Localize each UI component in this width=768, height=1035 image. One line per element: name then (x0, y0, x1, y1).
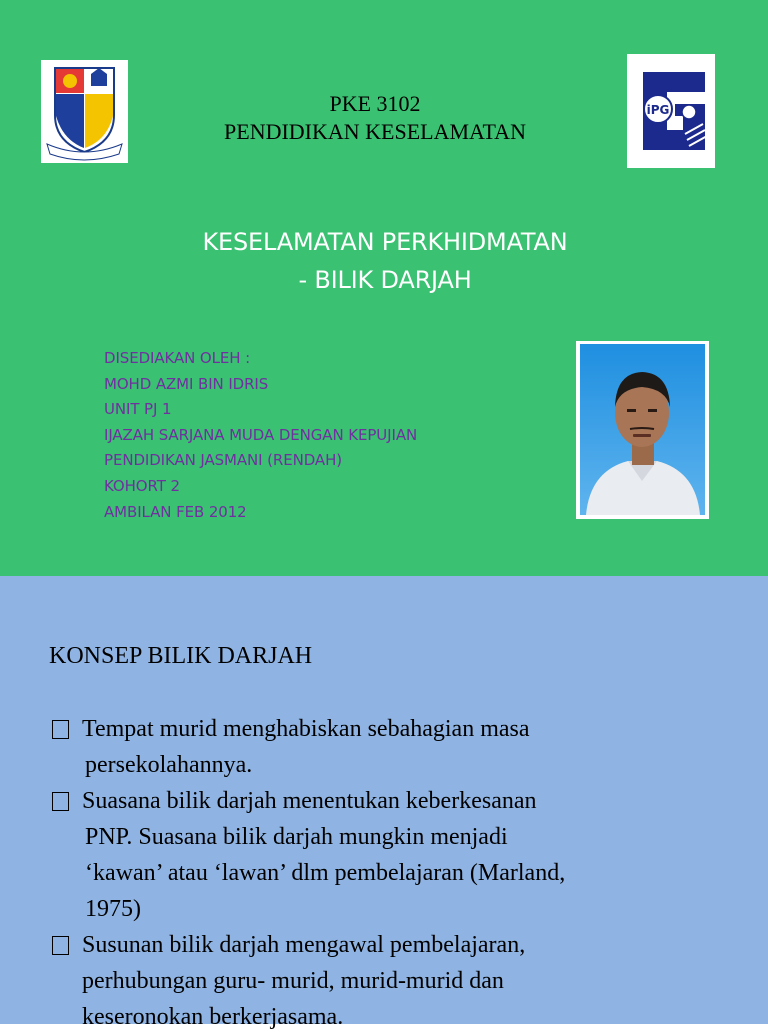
credit-line: UNIT PJ 1 (104, 400, 172, 419)
bullet-item (52, 783, 732, 927)
missing-glyph-box-icon (52, 792, 69, 811)
credit-line: MOHD AZMI BIN IDRIS (104, 374, 269, 393)
bullet-line: 1975) (85, 896, 141, 922)
missing-glyph-box-icon (52, 720, 69, 739)
credit-line: KOHORT 2 (104, 476, 180, 495)
bullet-line: Tempat murid menghabiskan sebahagian masa (82, 716, 530, 742)
bullet-item (52, 927, 732, 1035)
bullet-line: Susunan bilik darjah mengawal pembelajaran, (82, 932, 526, 958)
credit-line: AMBILAN FEB 2012 (104, 502, 247, 521)
ipg-logo-text: iPG (646, 103, 670, 117)
bullet-line: Suasana bilik darjah menentukan keberkesanan (82, 788, 537, 814)
bullet-line: persekolahannya. (85, 752, 253, 778)
title-line-2: - BILIK DARJAH (298, 266, 472, 294)
title-line-1: KESELAMATAN PERKHIDMATAN (202, 228, 568, 256)
course-info (150, 90, 600, 146)
missing-glyph-box-icon (52, 936, 69, 955)
course-name: PENDIDIKAN KESELAMATAN (224, 119, 526, 144)
section-heading: KONSEP BILIK DARJAH (49, 643, 313, 669)
course-code: PKE 3102 (329, 91, 421, 116)
credit-line: PENDIDIKAN JASMANI (RENDAH) (104, 451, 343, 470)
bullet-list (52, 711, 732, 1035)
slide-title (80, 223, 690, 299)
credit-line: DISEDIAKAN OLEH : (104, 349, 251, 367)
bullet-line: PNP. Suasana bilik darjah mungkin menjadi (85, 824, 508, 850)
bullet-line: perhubungan guru- murid, murid-murid dan (82, 968, 504, 994)
bullet-line: ‘kawan’ atau ‘lawan’ dlm pembelajaran (Marland, (85, 860, 566, 886)
college-crest-logo (41, 60, 128, 163)
credit-line: IJAZAH SARJANA MUDA DENGAN KEPUJIAN (104, 425, 418, 444)
bullet-item (52, 711, 732, 783)
author-credits (104, 346, 564, 525)
author-photo (576, 341, 709, 519)
ipg-logo (627, 54, 715, 168)
bullet-line: keseronokan berkerjasama. (82, 1004, 344, 1030)
